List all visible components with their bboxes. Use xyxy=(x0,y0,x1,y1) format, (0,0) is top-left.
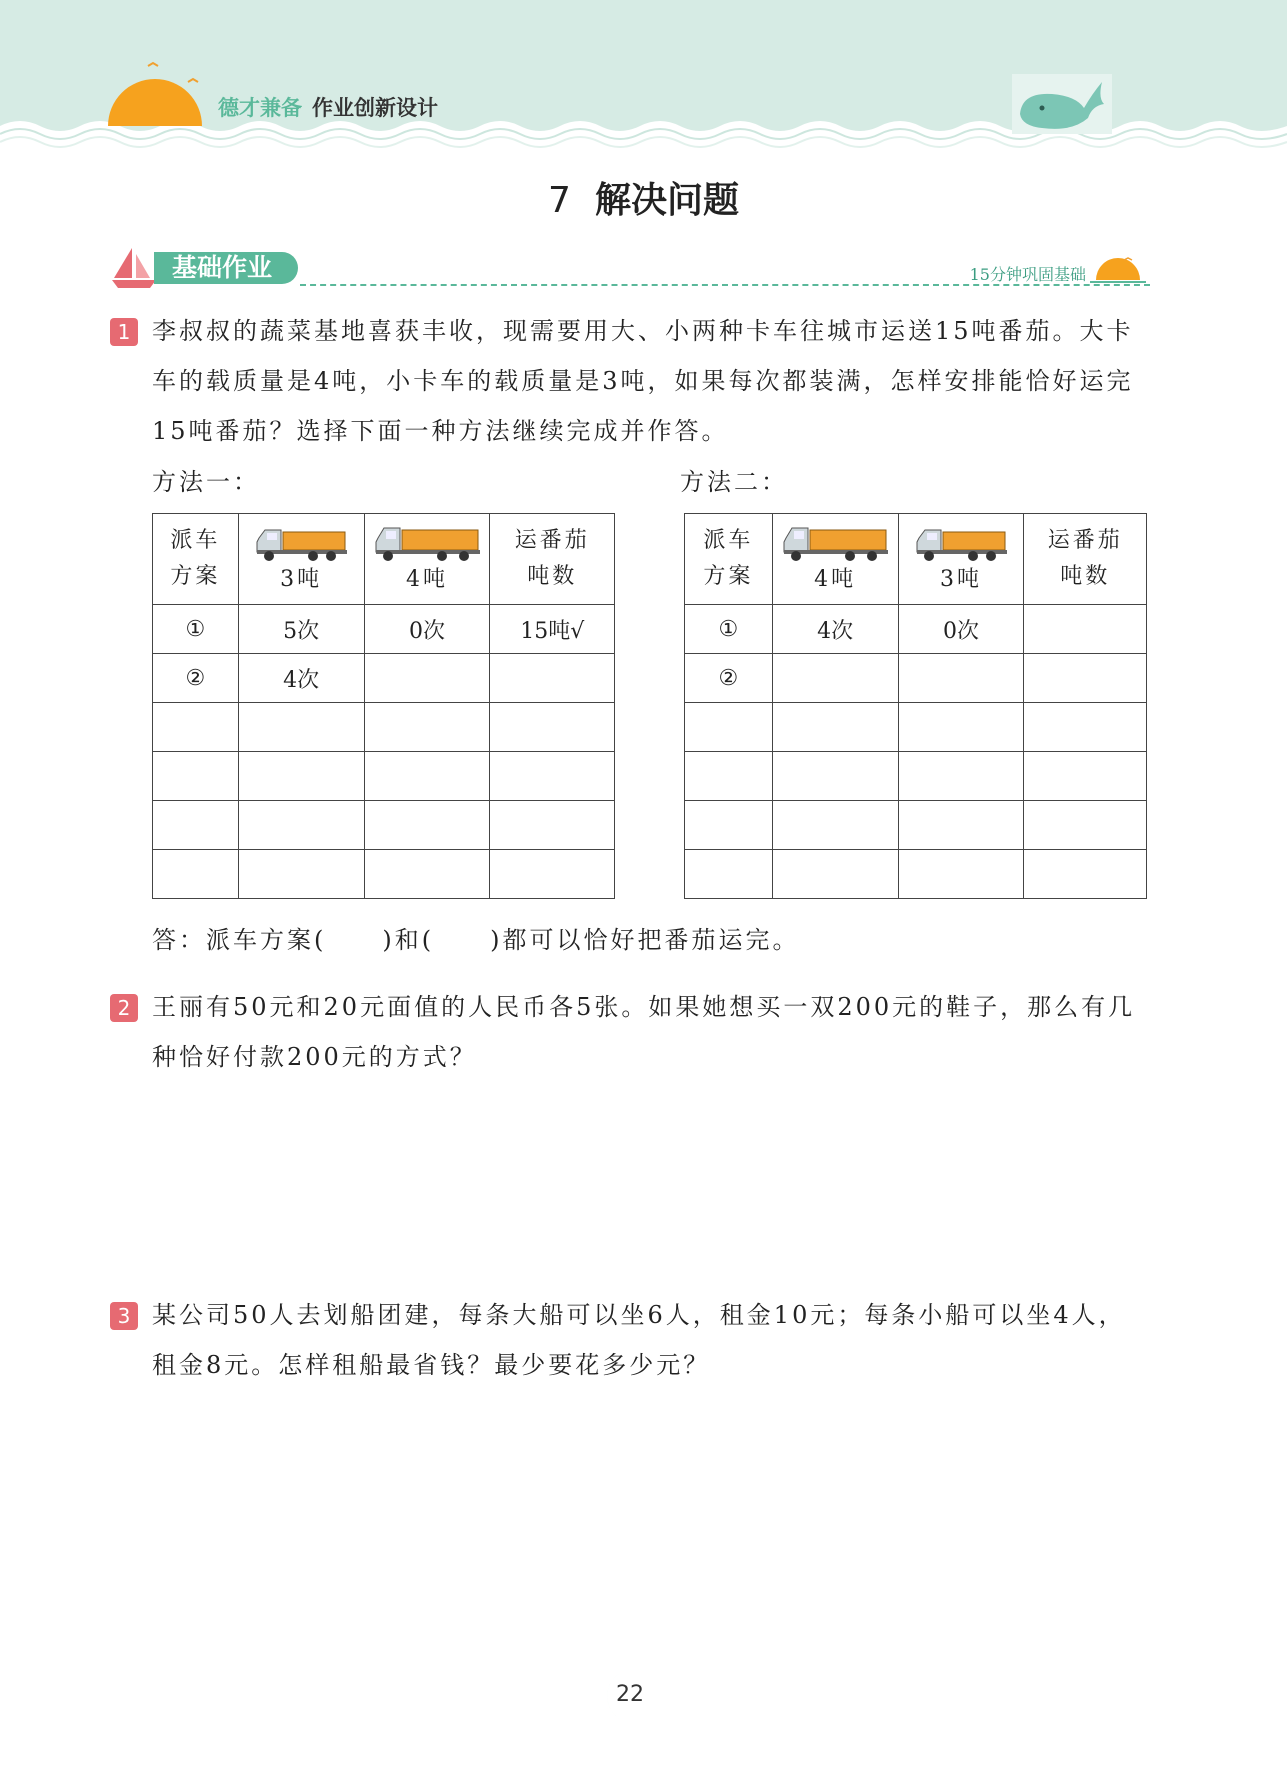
method-two-table xyxy=(684,513,1147,899)
page-number: 22 xyxy=(616,1682,644,1707)
answer-prefix: 答：派车方案( xyxy=(152,926,327,954)
question-2 xyxy=(110,982,1146,1082)
table-cell[interactable] xyxy=(153,801,239,850)
header-large-truck xyxy=(364,514,490,605)
lesson-title: 解决问题 xyxy=(594,180,739,221)
table-cell[interactable] xyxy=(238,752,364,801)
section-label: 基础作业 xyxy=(154,252,298,284)
table-row xyxy=(153,703,615,752)
whale-icon xyxy=(1012,74,1112,134)
table-cell[interactable] xyxy=(772,801,898,850)
table-cell: 5次 xyxy=(238,605,364,654)
question-number: 1 xyxy=(110,318,138,346)
table-cell[interactable] xyxy=(364,850,490,899)
table-row xyxy=(153,654,615,703)
page-number-badge xyxy=(600,1668,660,1724)
table-cell: 0次 xyxy=(364,605,490,654)
series-name: 德才兼备 xyxy=(218,96,302,120)
table-cell[interactable] xyxy=(772,850,898,899)
table-cell[interactable] xyxy=(490,654,615,703)
table-cell[interactable] xyxy=(685,801,773,850)
method-two-label: 方法二： xyxy=(680,468,788,496)
section-banner xyxy=(110,246,1150,290)
header-small-truck xyxy=(238,514,364,605)
table-cell[interactable] xyxy=(1024,654,1147,703)
method-one-table xyxy=(152,513,615,899)
header-large-truck xyxy=(772,514,898,605)
lesson-number: 7 xyxy=(548,180,571,221)
table-row xyxy=(685,801,1147,850)
table-cell[interactable] xyxy=(898,752,1024,801)
header-small-truck xyxy=(898,514,1024,605)
table-row xyxy=(153,850,615,899)
table-cell[interactable] xyxy=(1024,801,1147,850)
table-row xyxy=(685,605,1147,654)
table-cell: ② xyxy=(153,654,239,703)
table-cell[interactable] xyxy=(238,850,364,899)
table-cell[interactable] xyxy=(490,703,615,752)
table-cell[interactable] xyxy=(364,752,490,801)
table-cell[interactable] xyxy=(772,654,898,703)
table-cell: 4次 xyxy=(238,654,364,703)
table-cell[interactable] xyxy=(685,752,773,801)
table-cell[interactable] xyxy=(490,850,615,899)
capacity-label: 3吨 xyxy=(940,567,983,592)
header-plan: 派车 方案 xyxy=(153,514,239,605)
table-cell[interactable] xyxy=(898,850,1024,899)
table-cell[interactable] xyxy=(1024,703,1147,752)
table-cell[interactable] xyxy=(898,654,1024,703)
table-cell[interactable] xyxy=(1024,850,1147,899)
large-truck-icon xyxy=(780,524,890,562)
small-truck-icon xyxy=(253,524,349,562)
question-number: 2 xyxy=(110,994,138,1022)
table-cell: ① xyxy=(153,605,239,654)
table-cell[interactable] xyxy=(364,654,490,703)
table-cell[interactable] xyxy=(238,703,364,752)
question-number: 3 xyxy=(110,1302,138,1330)
table-cell[interactable] xyxy=(772,703,898,752)
sunset-icon xyxy=(1090,256,1146,286)
table-cell: ① xyxy=(685,605,773,654)
table-row xyxy=(153,605,615,654)
table-cell[interactable] xyxy=(153,752,239,801)
small-truck-icon xyxy=(913,524,1009,562)
question-text: 王丽有50元和20元面值的人民币各5张。如果她想买一双200元的鞋子，那么有几种恰好付款200元的方式？ xyxy=(152,993,1136,1071)
table-cell: ② xyxy=(685,654,773,703)
question-text: 李叔叔的蔬菜基地喜获丰收，现需要用大、小两种卡车往城市运送15吨番茄。大卡车的载质量是4吨，小卡车的载质量是3吨，如果每次都装满，怎样安排能恰好运完15吨番茄？选择下面一种方法继续完成并作答。 xyxy=(152,317,1134,445)
sun-icon xyxy=(104,58,206,128)
table-cell[interactable] xyxy=(364,801,490,850)
method-one-label: 方法一： xyxy=(152,468,260,496)
capacity-label: 4吨 xyxy=(814,567,857,592)
table-cell: 4次 xyxy=(772,605,898,654)
table-cell[interactable] xyxy=(153,703,239,752)
table-cell[interactable] xyxy=(898,801,1024,850)
table-cell[interactable] xyxy=(1024,605,1147,654)
table-cell[interactable] xyxy=(772,752,898,801)
header-tonnage: 运番茄 吨数 xyxy=(490,514,615,605)
table-cell[interactable] xyxy=(364,703,490,752)
answer-middle: )和( xyxy=(382,926,435,954)
answer-line xyxy=(152,920,799,955)
table-row xyxy=(685,703,1147,752)
capacity-label: 3吨 xyxy=(280,567,323,592)
header-tonnage: 运番茄 吨数 xyxy=(1024,514,1147,605)
large-truck-icon xyxy=(372,524,482,562)
table-row xyxy=(685,850,1147,899)
question-1 xyxy=(110,306,1146,456)
table-cell[interactable] xyxy=(490,801,615,850)
question-text: 某公司50人去划船团建，每条大船可以坐6人，租金10元；每条小船可以坐4人，租金8元。怎样租船最省钱？最少要花多少元？ xyxy=(152,1301,1126,1379)
table-cell[interactable] xyxy=(898,703,1024,752)
answer-suffix: )都可以恰好把番茄运完。 xyxy=(490,926,800,954)
table-cell[interactable]: 15吨√ xyxy=(490,605,615,654)
table-cell[interactable] xyxy=(238,801,364,850)
table-row xyxy=(685,752,1147,801)
table-row xyxy=(153,752,615,801)
header-plan: 派车 方案 xyxy=(685,514,773,605)
series-subtitle: 作业创新设计 xyxy=(312,96,438,120)
table-cell[interactable] xyxy=(490,752,615,801)
capacity-label: 4吨 xyxy=(405,567,448,592)
table-cell[interactable] xyxy=(153,850,239,899)
section-note: 15分钟巩固基础 xyxy=(969,265,1086,284)
table-cell: 0次 xyxy=(898,605,1024,654)
table-cell[interactable] xyxy=(685,850,773,899)
question-3 xyxy=(110,1290,1146,1390)
table-cell[interactable] xyxy=(1024,752,1147,801)
table-row xyxy=(153,801,615,850)
table-row xyxy=(685,654,1147,703)
sailboat-icon xyxy=(110,246,158,288)
page-title xyxy=(0,172,1287,223)
table-cell[interactable] xyxy=(685,703,773,752)
